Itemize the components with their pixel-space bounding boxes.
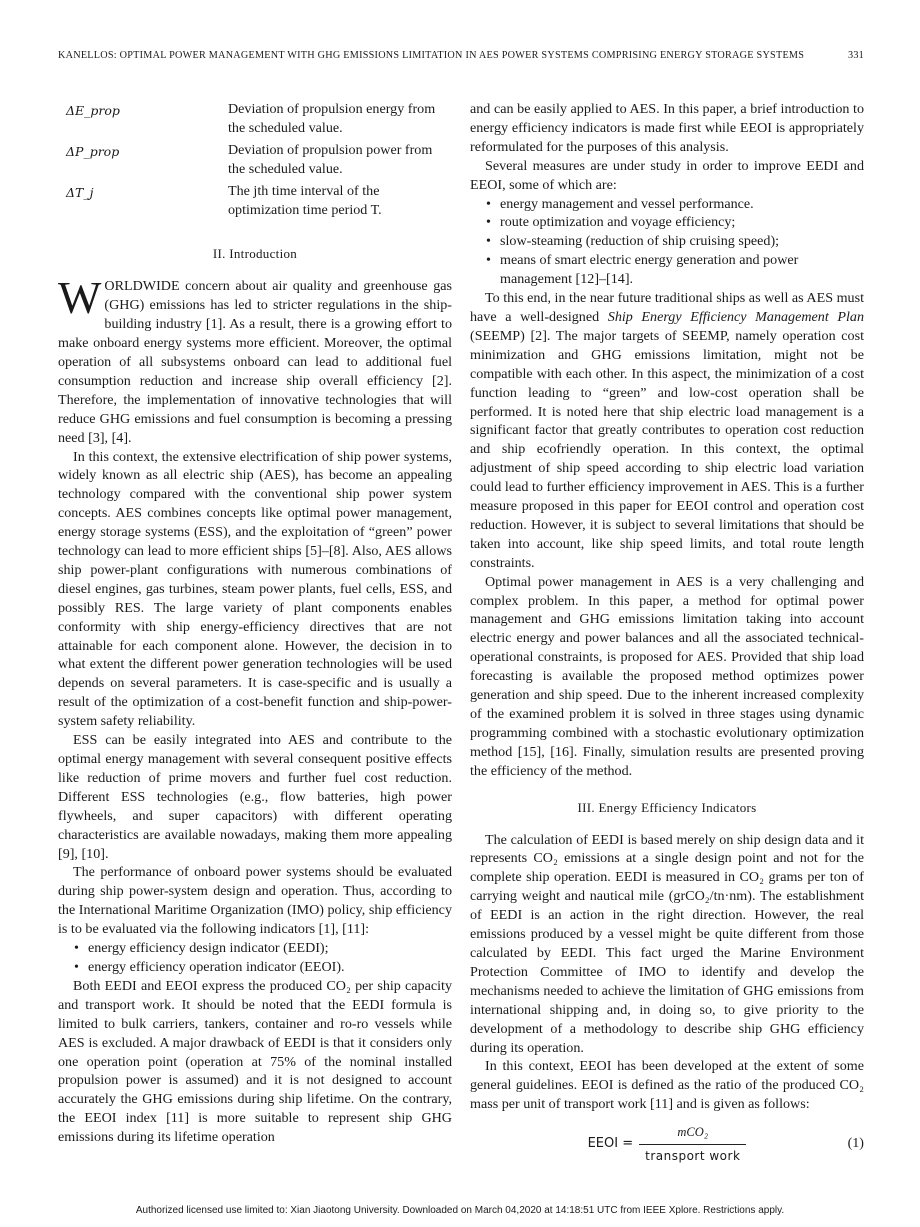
list-item: • slow-steaming (reduction of ship cruising speed); [486,232,864,251]
equation-number: (1) [847,1135,864,1152]
license-footer: Authorized licensed use limited to: Xian Jiaotong University. Downloaded on March 04,2020 at 14:18:51 UTC from IEEE Xplore. Restrictions apply. [135,1205,785,1216]
section-heading-energy-efficiency: III. Energy Efficiency Indicators [577,799,757,815]
running-title: KANELLOS: OPTIMAL POWER MANAGEMENT WITH GHG EMISSIONS LIMITATION IN AES POWER SYSTEMS COMPRISING ENERGY STORAGE SYSTEMS [58,50,805,61]
list-item: • energy efficiency design indicator (EEDI); [74,939,452,958]
intro-paragraph-2: In this context, the extensive electrification of ship power systems, widely known as all electric ship (AES), has become an appealing technology compared with the conventional ship power system concepts. AES combines concepts like optimal power management, energy storage systems (ESS), and the exploitation of “green” power technology can lead to more efficient ships [5]–[8]. Also, AES allows ship power-plant configurations with numerous combinations of diesel engines, gas turbines, steam power plants, fuel cells, ESS, and possibly RES. The large variety of plant components enables conformity with ship energy-efficiency directives that are not attainable for each component alone. However, the decision in to what extent the different power generation technologies will be used depends on several parameters. It is case-specific and is usually a result of the optimization of a cost-benefit function and ship-power-system safety reliability. [58,448,452,730]
section-heading-introduction: II. Introduction [212,246,298,262]
right-paragraph-1: and can be easily applied to AES. In this paper, a brief introduction to energy efficiency indicators is made first while EEOI is appropriately reformulated for the purposes of this analysis. [470,101,864,155]
running-header [58,50,864,70]
paragraph-text: To this end, in the near future traditional ships as well as AES must have a well-designed [470,290,864,325]
equation-lhs: EEOI = [587,1135,634,1151]
right-column [470,100,864,1164]
indicator-list [58,939,452,977]
nomenclature-symbol: ΔT_j [66,184,94,200]
nomenclature-definition: Deviation of propulsion energy from the scheduled value. [228,101,436,136]
right-paragraph-5: The calculation of EEDI is based merely on ship design data and it represents CO₂ emissions at a single design point and not for the complete ship operation. EEDI is measured in CO₂ grams per ton of carrying weight and nautical mile (grCO₂/tn·nm). The establishment of EEDI is an action in the right direction. However, the real emissions produced by a vessel might be quite different from those calculated by EEDI. This fact urged the Marine Environment Protection Committee of IMO to identify and develop the mechanisms needed to achieve the limitation of GHG emissions from international shipping and, in doing so, to give priority to the development of a methodology to describe ship GHG efficiency during its operation. [470,831,864,1056]
intro-paragraph-4: The performance of onboard power systems should be evaluated during ship power-system design and operation. Thus, according to the International Maritime Organization (IMO) policy, ship efficiency is to be evaluated via the following indicators [1], [11]: [58,864,452,938]
list-item: • energy management and vessel performance. [486,195,864,214]
list-item: • means of smart electric energy generation and power management [12]–[14]. [486,251,864,289]
nomenclature-symbol: ΔE_prop [66,103,120,118]
page-number: 331 [847,50,864,61]
equation-fraction [639,1123,746,1166]
right-paragraph-2: Several measures are under study in order to improve EEDI and EEOI, some of which are: [470,157,864,193]
nomenclature-definition: Deviation of propulsion power from the scheduled value. [228,141,433,177]
intro-paragraph-3: ESS can be easily integrated into AES and contribute to the optimal energy management with several consequent positive effects like reduction of prime movers and further fuel cost reduction. Different ESS technologies (e.g., flow batteries, high power flywheels, and super capacitors) with different operating characteristics are available nowadays, making them more appealing [9], [10]. [58,732,452,862]
equation-denominator: transport work [639,1144,746,1166]
paragraph-text: ORLDWIDE concern about air quality and greenhouse gas (GHG) emissions has led to stricter regulations in the ship-building industry [1]. As a result, there is a growing effort to make onboard energy systems more efficient. Moreover, the optimal operation of all subsystems onboard can lead to additional fuel consumption reduction and increase ship overall efficiency [2]. Therefore, the implementation of innovative technologies that will reduce GHG emissions and fuel consumption is becoming a pressing need [3], [4]. [58,278,452,446]
right-paragraph-4: Optimal power management in AES is a very challenging and complex problem. In this paper, a method for optimal power management and GHG emissions limitation taking into account electric energy and power balances and all the associated technical-operational constraints, is proposed for AES. Provided that ship load forecasting is available the proposed method optimizes power generation and ship speed. Due to the inherent increased complexity of the examined problem it is solved in three stages using dynamic programming combined with a stochastic evolutionary optimization method [15], [16]. Finally, simulation results are presented proving the efficiency of the method. [470,573,864,779]
equation-1 [470,1124,864,1164]
right-paragraph-3 [470,289,864,573]
nomenclature-symbol: ΔP_prop [66,143,120,159]
intro-paragraph-5: Both EEDI and EEOI express the produced CO₂ per ship capacity and transport work. It should be noted that the EEDI formula is limited to bulk carriers, tankers, container and ro-ro vessels while AES is excluded. A major drawback of EEDI is that it considers only one operation point (operation at 75% of the nominal installed propulsion power is assumed) and it is not designed to account accurately the GHG emissions during ship lifetime. On the contrary, the EEOI index [11] is more suitable to represent ship GHG emissions during its lifetime operation [58,977,452,1146]
list-item: • energy efficiency operation indicator (EEOI). [74,958,452,977]
equation-numerator: mCO₂ [677,1124,709,1139]
paragraph-text: (SEEMP) [2]. The major targets of SEEMP, namely operation cost minimization and GHG emissions limitation, might not be compatible with each other. In this aspect, the minimization of a cost function leading to “green” and low-cost operation shall be performed. It is noted here that ship electric load management is a significant factor that greatly contributes to operation cost reduction and ship ecofriendly operation. In this context, the optimal adjustment of ship speed according to ship electric load variation could lead to further efficiency improvement in AES. This is a further measure proposed in this paper for EEOI control and operation cost reduction. However, it is subject to several limitations that should be taken into account, like ship speed limits, and total route length constraints. [470,327,864,571]
left-column [58,100,452,1147]
drop-cap: W [58,272,102,324]
intro-paragraph-1 [58,272,452,447]
measures-list [470,195,864,290]
right-paragraph-6: In this context, EEOI has been developed at the extent of some general guidelines. EEOI is defined as the ratio of the produced CO₂ mass per unit of transport work [11] and is given as follows: [470,1058,864,1113]
emphasis-text: Ship Energy Efficiency Management Plan [607,308,864,325]
nomenclature-entry [58,100,452,138]
list-item: • route optimization and voyage efficiency; [486,213,864,232]
nomenclature-entry [58,182,452,220]
nomenclature-entry [58,141,452,179]
nomenclature-definition: The jth time interval of the optimization time period T. [228,182,382,218]
